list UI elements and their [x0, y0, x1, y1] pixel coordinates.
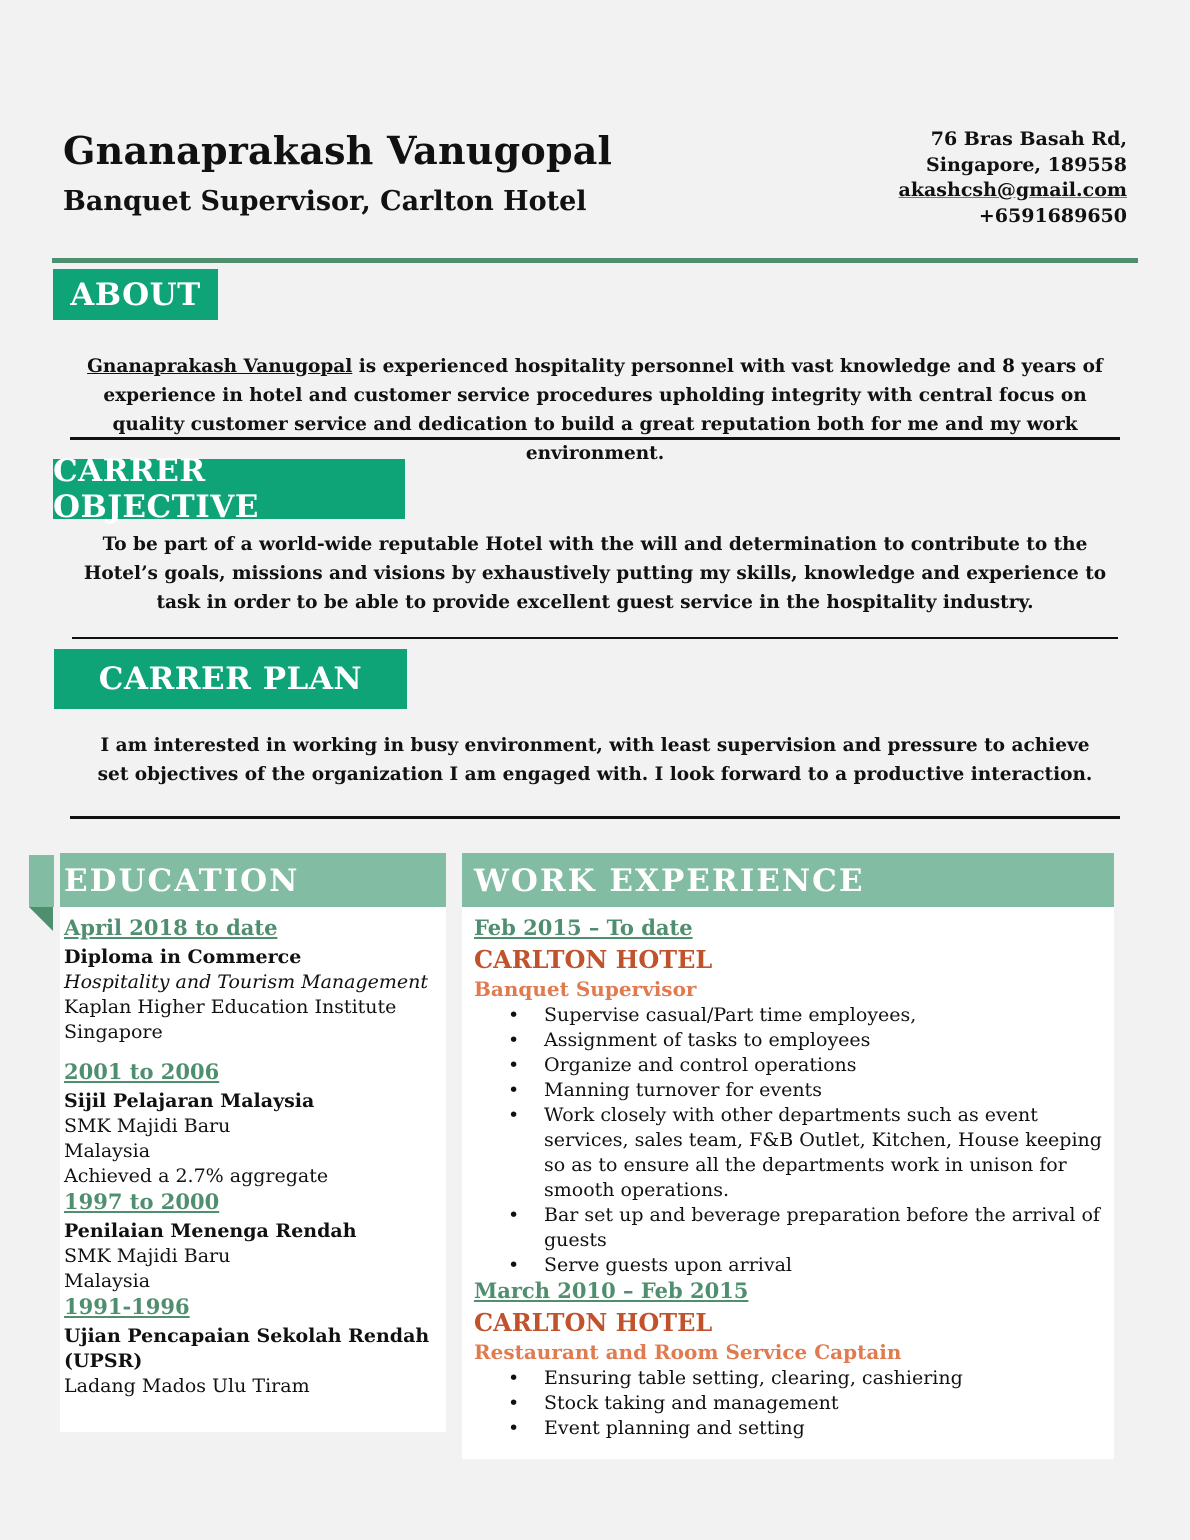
section-divider: [70, 437, 1120, 440]
education-heading: EDUCATION: [60, 853, 446, 907]
section-divider: [72, 637, 1118, 639]
education-location: Malaysia: [64, 1140, 151, 1162]
about-heading: ABOUT: [53, 269, 218, 320]
education-section: [60, 853, 446, 1432]
section-divider: [70, 816, 1120, 819]
ribbon-fold: [29, 907, 53, 931]
education-note: Achieved a 2.7% aggregate: [64, 1165, 329, 1187]
duty-item: • Manning turnover for events: [544, 1078, 1102, 1103]
about-paragraph: [70, 352, 1120, 468]
job-date: March 2010 – Feb 2015: [474, 1278, 749, 1303]
job-entry: [474, 915, 1102, 1278]
phone-number: +6591689650: [978, 204, 1127, 227]
education-location: Malaysia: [64, 1270, 151, 1292]
education-location: Singapore: [64, 1021, 163, 1043]
education-date: April 2018 to date: [64, 915, 278, 940]
header-divider: [52, 258, 1138, 263]
education-degree: Ujian Pencapaian Sekolah Rendah (UPSR): [64, 1325, 430, 1372]
duty-list: [474, 1003, 1102, 1278]
duty-item: • Assignment of tasks to employees: [544, 1028, 1102, 1053]
education-degree: Penilaian Menenga Rendah: [64, 1220, 357, 1242]
address-line-2: Singapore, 189558: [926, 153, 1127, 176]
job-company: CARLTON HOTEL: [474, 945, 713, 974]
education-entry: [64, 915, 442, 1045]
contact-block: [899, 127, 1127, 229]
ribbon-tail: [29, 855, 54, 907]
duty-item: • Stock taking and management: [544, 1391, 1102, 1416]
current-role: Banquet Supervisor, Carlton Hotel: [63, 186, 587, 217]
resume-name: Gnanaprakash Vanugopal: [63, 128, 613, 173]
email-link[interactable]: akashcsh@gmail.com: [898, 179, 1127, 201]
education-entry: [64, 1059, 442, 1189]
duty-item: • Ensuring table setting, clearing, cashiering: [544, 1366, 1102, 1391]
education-entry: [64, 1189, 442, 1294]
about-name-ref: Gnanaprakash Vanugopal: [87, 356, 353, 377]
education-date: 1991-1996: [64, 1294, 190, 1319]
duty-item: • Organize and control operations: [544, 1053, 1102, 1078]
education-entry: [64, 1294, 442, 1399]
plan-paragraph: I am interested in working in busy environment, with least supervision and pressure to achieve set objectives of the organization I am engaged with. I look forward to a productive interaction.: [97, 735, 1093, 785]
duty-item: • Serve guests upon arrival: [544, 1253, 1102, 1278]
education-degree: Diploma in Commerce: [64, 946, 302, 968]
duty-list: [474, 1366, 1102, 1441]
education-school: Ladang Mados Ulu Tiram: [64, 1375, 310, 1397]
education-degree: Sijil Pelajaran Malaysia: [64, 1090, 315, 1112]
education-school: SMK Majidi Baru: [64, 1245, 231, 1267]
duty-item: • Event planning and setting: [544, 1416, 1102, 1441]
education-school: SMK Majidi Baru: [64, 1115, 231, 1137]
job-position: Restaurant and Room Service Captain: [474, 1340, 902, 1364]
about-text: is experienced hospitality personnel with vast knowledge and 8 years of experience in hotel and customer service procedures upholding integrity with central focus on quality customer service and dedication to build a great reputation both for me and my work environment.: [103, 356, 1103, 464]
duty-item: • Supervise casual/Part time employees,: [544, 1003, 1102, 1028]
education-school: Kaplan Higher Education Institute: [64, 996, 397, 1018]
job-entry: [474, 1278, 1102, 1441]
education-field: Hospitality and Tourism Management: [64, 971, 429, 993]
objective-paragraph: To be part of a world-wide reputable Hotel with the will and determination to contribute to the Hotel’s goals, missions and visions by exhaustively putting my skills, knowledge and experience to task in order to be able to provide excellent guest service in the hospitality industry.: [83, 534, 1107, 613]
work-experience-section: [462, 853, 1114, 1459]
address-line-1: 76 Bras Basah Rd,: [930, 128, 1127, 150]
objective-heading: CARRER OBJECTIVE: [53, 459, 405, 519]
education-date: 1997 to 2000: [64, 1189, 220, 1214]
duty-item: • Work closely with other departments such as event services, sales team, F&B Outlet, Kitchen, House keeping so as to ensure all the departments work in unison for smooth operations.: [544, 1103, 1102, 1203]
education-date: 2001 to 2006: [64, 1059, 220, 1084]
work-heading: WORK EXPERIENCE: [462, 853, 1114, 907]
job-date: Feb 2015 – To date: [474, 915, 693, 940]
duty-item: • Bar set up and beverage preparation before the arrival of guests: [544, 1203, 1102, 1253]
job-company: CARLTON HOTEL: [474, 1308, 713, 1337]
plan-heading: CARRER PLAN: [54, 649, 407, 709]
job-position: Banquet Supervisor: [474, 977, 697, 1001]
